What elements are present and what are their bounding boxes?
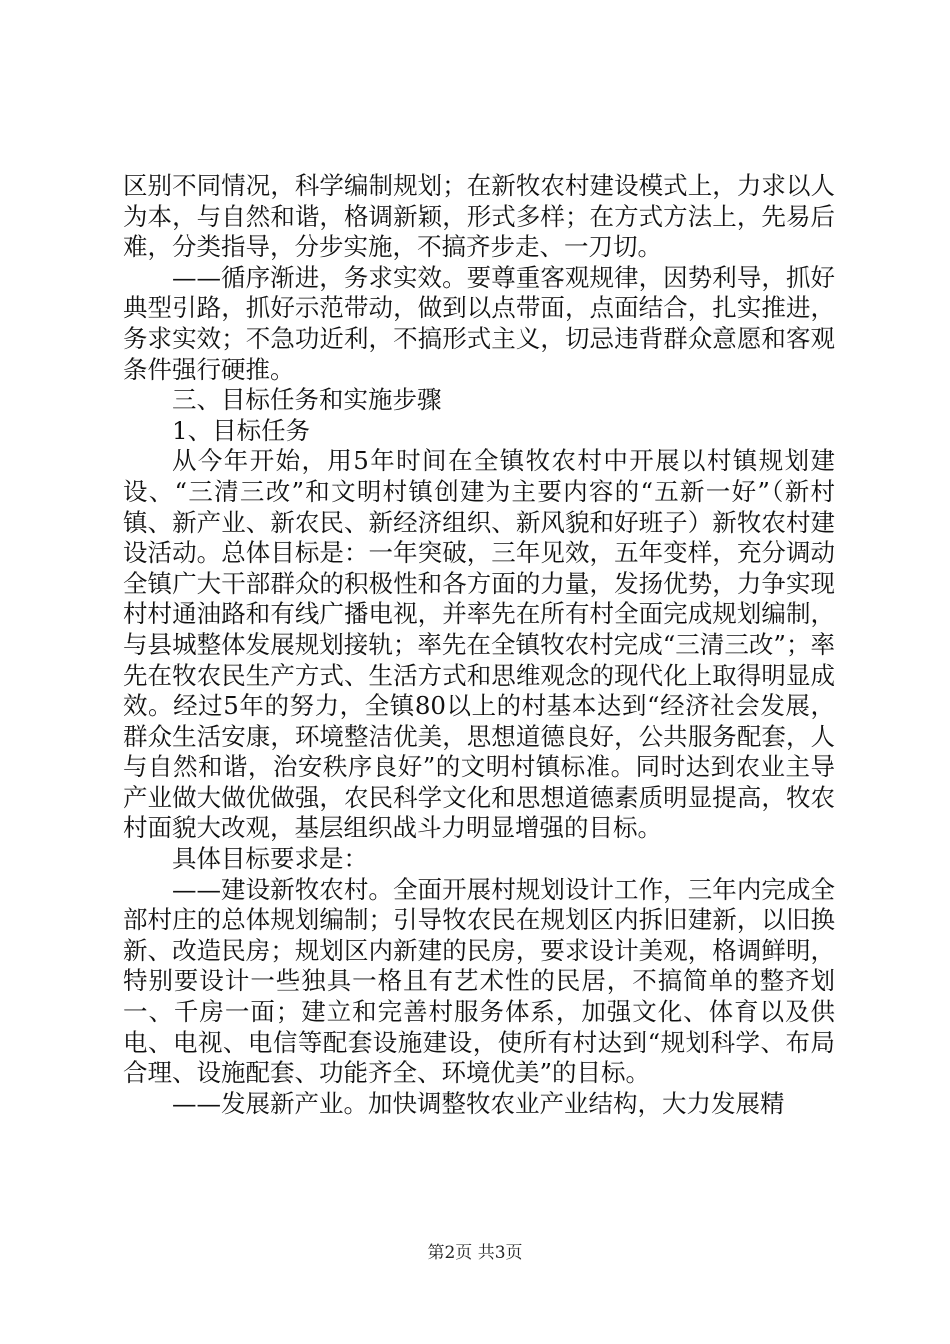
paragraph-planning-principles: 区别不同情况，科学编制规划；在新牧农村建设模式上，力求以人为本，与自然和谐，格调新颖，形式多样；在方式方法上，先易后难，分类指导，分步实施，不搞齐步走、一刀切。 [123,171,835,262]
document-body [123,171,835,1119]
subsection-heading-goals: 1、目标任务 [172,415,311,445]
paragraph-specific-goals-intro: 具体目标要求是： [172,844,368,874]
page-number: 第2页 共3页 [427,1243,523,1263]
paragraph-build-new-villages: ——建设新牧农村。全面开展村规划设计工作，三年内完成全部村庄的总体规划编制；引导牧农民在规划区内拆旧建新，以旧换新、改造民房；规划区内新建的民房，要求设计美观，格调鲜明，特别要设计一些独具一格且有艺术性的民居，不搞简单的整齐划一、千房一面；建立和完善村服务体系，加强文化、体育以及供电、电视、电信等配套设施建设，使所有村达到“规划科学、布局合理、设施配套、功能齐全、环境优美”的目标。 [123,874,835,1088]
page-footer [0,1242,950,1264]
paragraph-gradual-progress: ——循序渐进，务求实效。要尊重客观规律，因势利导，抓好典型引路，抓好示范带动，做到以点带面，点面结合，扎实推进，务求实效；不急功近利，不搞形式主义，切忌违背群众意愿和客观条件强行硬推。 [123,262,835,384]
paragraph-develop-new-industry: ——发展新产业。加快调整牧农业产业结构，大力发展精 [172,1088,785,1118]
paragraph-overall-goal: 从今年开始，用5年时间在全镇牧农村中开展以村镇规划建设、“三清三改”和文明村镇创建为主要内容的“五新一好”（新村镇、新产业、新农民、新经济组织、新风貌和好班子）新牧农村建设活动。总体目标是：一年突破，三年见效，五年变样，充分调动全镇广大干部群众的积极性和各方面的力量，发扬优势，力争实现村村通油路和有线广播电视，并率先在所有村全面完成规划编制，与县城整体发展规划接轨；率先在全镇牧农村完成“三清三改”；率先在牧农民生产方式、生活方式和思维观念的现代化上取得明显成效。经过5年的努力，全镇80以上的村基本达到“经济社会发展，群众生活安康，环境整洁优美，思想道德良好，公共服务配套，人与自然和谐，治安秩序良好”的文明村镇标准。同时达到农业主导产业做大做优做强，农民科学文化和思想道德素质明显提高，牧农村面貌大改观，基层组织战斗力明显增强的目标。 [123,446,835,843]
section-heading-goals-and-steps: 三、目标任务和实施步骤 [172,385,442,415]
